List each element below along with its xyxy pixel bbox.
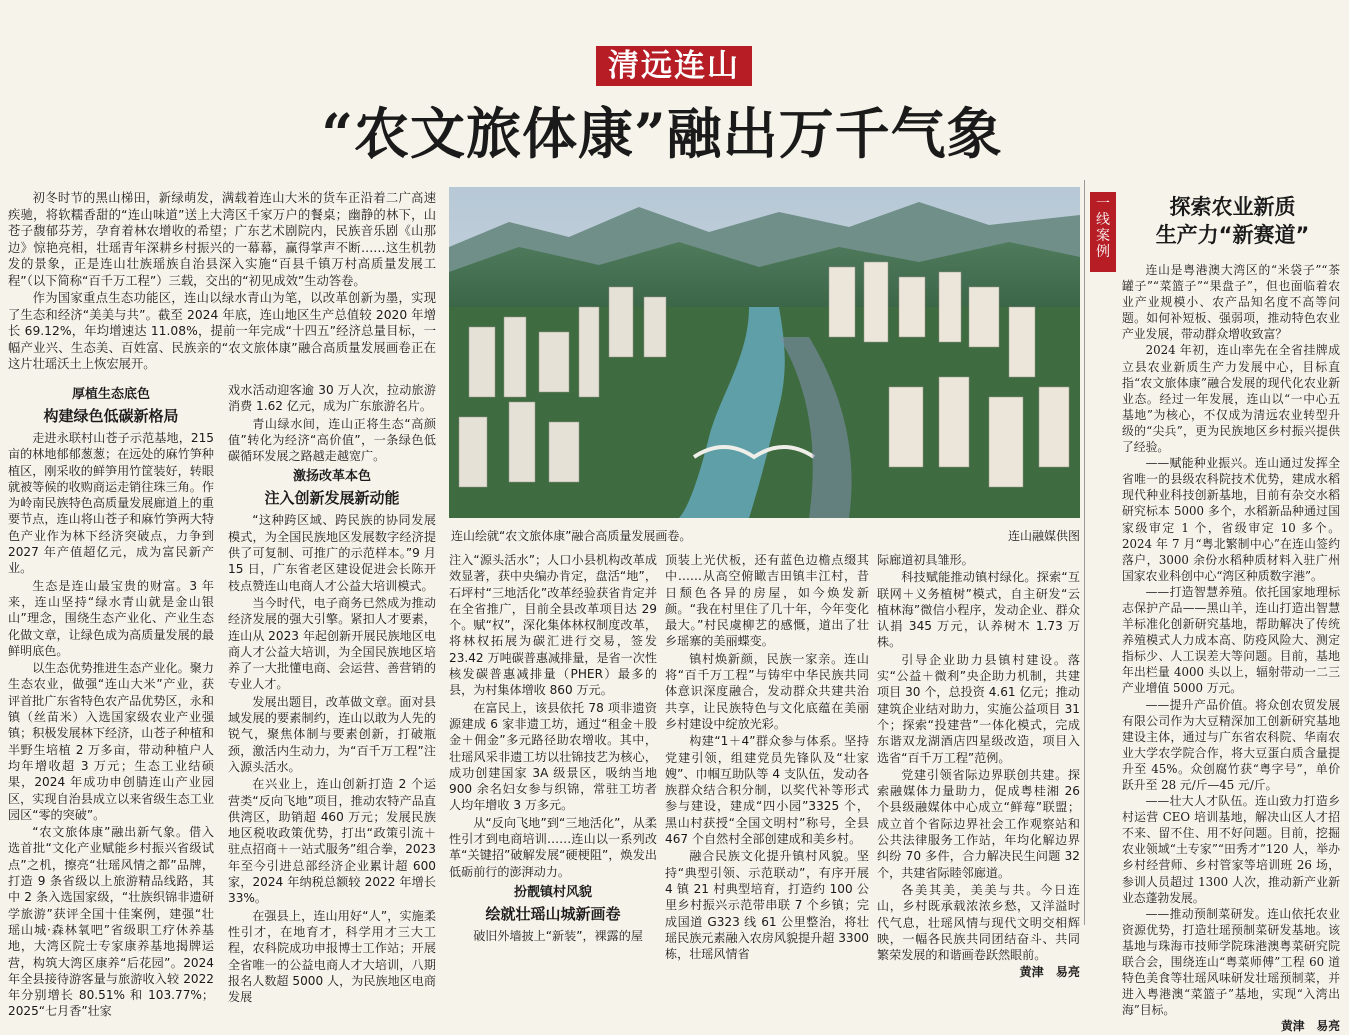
column-4 <box>665 552 869 962</box>
paragraph: 际廊道初具雏形。 <box>877 553 974 567</box>
sidebar-paragraph: ——打造智慧养殖。依托国家地理标志保护产品——黑山羊，连山打造出智慧羊标准化创新研究基地，帮助解决了传统养殖模式人力成本高、防疫风险大、测定指标少、人工误差大等问题。目前，基地年出栏量 4000 头以上，辐射带动一二三产业增值 5000 万元。 <box>1122 584 1340 696</box>
section-badge: 清远连山 <box>596 46 752 86</box>
sidebar-title <box>1125 193 1340 249</box>
paragraph: “这种跨区域、跨民族的协同发展模式，为全国民族地区发展数字经济提供了可复制、可推广的示范样本。”9 月 15 日，广东省老区建设促进会长陈开枝点赞连山电商人才公益大培训模式。 <box>228 513 436 593</box>
section3-title: 绘就壮瑶山城新画卷 <box>485 904 621 923</box>
section1-kicker: 厚植生态底色 <box>71 387 150 402</box>
sidebar-text <box>1122 262 1340 1034</box>
paragraph: 发展出题目，改革做文章。面对县域发展的要素制约，连山以敢为人先的锐气，聚焦体制与要素创新，打破瓶颈，激活内生动力，为“百千万工程”注入源头活水。 <box>228 694 436 774</box>
paragraph: 走进永联村山苍子示范基地，215亩的林地郁郁葱葱；在远处的麻竹笋种植区，刚采收的鲜笋用竹筐装好，转眼就被等候的收购商运走销往珠三角。作为岭南民族特色高质量发展廊道上的重要节点，连山将山苍子和麻竹笋两大特色产业作为林下经济突破点，力争到 2027 年产值超亿元，成为富民新产业。 <box>8 431 214 576</box>
paragraph: 构建“1＋4”群众参与体系。坚持党建引领，组建党员先锋队及“壮家嫂”、巾帼互助队等 4 支队伍，发动各族群众结合积分制，以奖代补等形式参与建设，建成“四小园”3325 个，黑山村获授“全国文明村”称号，全县 467 个自然村全部创建成和美乡村。 <box>665 734 869 847</box>
column-3 <box>449 552 657 943</box>
paragraph: “农文旅体康”融出新气象。借入选首批“文化产业赋能乡村振兴省级试点”之机，擦亮“壮瑶风情之都”品牌，打造 9 条省级以上旅游精品线路，其中 2 条入选国家级，“壮族织锦非遗研学旅游”获评全国十佳案例，建强“壮瑶山城·森林氧吧”省级职工疗休养基地，大湾区院士专家康养基地揭牌运营，构筑大湾区康养“后花园”。2024 年全县接待游客量与旅游收入较 2022 年分别增长 80.51% 和 103.77%；2025“七月香”壮家 <box>8 825 214 1019</box>
paragraph: 在强县上，连山用好“人”，实施柔性引才，在地育才，科学用才三大工程，农科院成功申报博士工作站；开展全省唯一的公益电商人才大培训，八期报名人数超 5000 人，为民族地区电商发展 <box>228 908 436 1005</box>
section1-title: 构建绿色低碳新格局 <box>43 407 179 425</box>
paragraph: 当今时代，电子商务已然成为推动经济发展的强大引擎。紧扣人才要素，连山从 2023 年起创新开展民族地区电商人才公益大培训，为全国民族地区培养了一大批懂电商、会运营、善营销的专业人才。 <box>228 595 436 692</box>
paragraph: 破旧外墙披上“新装”，裸露的屋 <box>473 928 643 943</box>
intro-paragraph: 作为国家重点生态功能区，连山以绿水青山为笔，以改革创新为墨，实现了生态和经济“美美与共”。截至 2024 年底，连山地区生产总值较 2020 年增长 69.12%，年均增速达 11.08%，提前一年完成“十四五”经济总量目标，一幅产业兴、生态美、百姓富、民族亲的“农文旅体康”融合高质量发展画卷正在这片壮瑶沃土上恢宏展开。 <box>8 291 436 371</box>
section3-kicker: 扮靓镇村风貌 <box>513 884 592 900</box>
column-5 <box>877 552 1080 980</box>
sidebar-title-line1: 探索农业新质 <box>1169 195 1296 219</box>
paragraph: 镇村焕新颜，民族一家亲。连山将“百千万工程”与铸牢中华民族共同体意识深度融合，发动群众共建共治共享，让民族特色与文化底蕴在美丽乡村建设中绽放光彩。 <box>665 651 869 731</box>
paragraph: 各美其美，美美与共。今日连山，乡村既承载浓浓乡愁，又洋溢时代气息，壮瑶风情与现代文明交相辉映，一幅各民族共同团结奋斗、共同繁荣发展的和谐画卷跃然眼前。 <box>877 882 1080 963</box>
sidebar-tag: 一线案例 <box>1090 192 1116 272</box>
paragraph: 戏水活动迎客逾 30 万人次，拉动旅游消费 1.62 亿元，成为广东旅游名片。 <box>228 383 436 414</box>
paragraph: 从“反向飞地”到“三地活化”，从柔性引才到电商培训……连山以一系列改革“关键招”破解发展“硬梗阻”，焕发出低砺前行的澎湃动力。 <box>449 815 657 879</box>
headline: “农文旅体康”融出万千气象 <box>321 101 1003 166</box>
intro-text <box>8 190 436 371</box>
paragraph: 青山绿水间，连山正将生态“高颜值”转化为经济“高价值”，一条绿色低碳循环发展之路越走越宽广。 <box>228 416 436 464</box>
paragraph: 以生态优势推进生态产业化。聚力生态农业，做强“连山大米”产业，获评首批广东省特色农产品优势区，永和镇（丝苗米）入选国家级农业产业强镇；积极发展林下经济，山苍子种植和半野生培植 2 万多亩，带动种植户人均年增收超 3 万元；生态工业结硕果，2024 年成功申创腈连山产业园区，实现自治县成立以来省级生态工业园区“零的突破”。 <box>8 661 214 822</box>
sidebar-paragraph: ——赋能种业振兴。连山通过发挥全省唯一的县级农科院技术优势，建成水稻现代种业科技创新基地，目前有杂交水稻研究标本 5000 多个，水稻新品种通过国家级审定 1 个，省级审定 10 多个。2024 年 7 月“粤北繁制中心”在连山签约落户，3000 余份水稻种质材料入驻广州国家农业科创中心“湾区种质数字港”。 <box>1122 456 1340 583</box>
sidebar-paragraph: ——推动预制菜研发。连山依托农业资源优势，打造壮瑶预制菜研发基地。该基地与珠海市技师学院珠港澳粤菜研究院联合会，围绕连山“粤菜师傅”工程 60 道特色美食等壮瑶风味研发壮瑶预制菜，并进入粤港澳“菜篮子”基地，实现“入湾出海”目标。 <box>1122 906 1340 1018</box>
paragraph: 在兴业上，连山创新打造 2 个运营类“反向飞地”项目，推动农特产品直供湾区，助销超 460 万元；发展民族地区税收政策优势，打出“政策引流＋驻点招商＋一站式服务”组合拳，2023 年至今引进总部经济企业累计超 600 家，2024 年纳税总额较 2022 年增长 33%。 <box>228 777 436 906</box>
column-1 <box>8 382 214 1019</box>
paragraph: 在富民上，该县依托 78 项非遗资源建成 6 家非遗工坊，通过“租金＋股金＋佣金”多元路径助农增收。其中，壮瑶风采非遗工坊以壮锦技艺为核心，成功创建国家 3A 级景区，吸纳当地 900 余名妇女参与织锦，常驻工坊者人均年增收 3 万多元。 <box>449 700 657 813</box>
section2-kicker: 激扬改革本色 <box>292 469 371 485</box>
paragraph: 引导企业助力县镇村建设。落实“公益＋微利”央企助力机制，共建项目 30 个，总投资 4.61 亿元；推动建筑企业结对助力，实施公益项目 31 个；探索“投建营”一体化模式，完成东谐双龙湖酒店四星级改造，项目入选省“百千万工程”范例。 <box>877 652 1080 765</box>
intro-paragraph: 初冬时节的黑山梯田，新绿萌发，满载着连山大米的货车正沿着二广高速疾驰，将软糯香甜的“连山味道”送上大湾区千家万户的餐桌；幽静的林下，山苍子馥郁芬芳，孕育着林农增收的希望；广东艺术剧院内，民族音乐剧《山那边》惊艳亮相，壮瑶青年深耕乡村振兴的一幕幕，赢得掌声不断……这生机勃发的景象，正是连山壮族瑶族自治县深入实施“百县千镇万村高质量发展工程”（以下简称“百千万工程”）三载，交出的“初见成效”生动答卷。 <box>8 191 436 288</box>
photo-caption: 连山绘就“农文旅体康”融合高质量发展画卷。 <box>451 529 692 543</box>
paragraph: 融合民族文化提升镇村风貌。坚持“典型引领、示范联动”，有序开展 4 镇 21 村典型培育，打造约 100 公里乡村振兴示范带串联 7 个乡镇；完成国道 G323 线 61 公里整治，将壮瑶民族元素融入农房风貌提升超 3300 栋，壮瑶风情省 <box>665 849 869 962</box>
sidebar-paragraph: ——壮大人才队伍。连山致力打造乡村运营 CEO 培训基地，解决山区人才招不来、留不住、用不好问题。目前，挖掘农业领域“土专家”“田秀才”120 人，举办乡村经营师、乡村管家等培训班 26 场，参训人员超过 1300 人次，推动新产业新业态蓬勃发展。 <box>1122 794 1340 905</box>
paragraph: 生态是连山最宝贵的财富。3 年来，连山坚持“绿水青山就是金山银山”理念，围绕生态产业化、产业生态化做文章，让绿色成为高质量发展的最鲜明底色。 <box>8 578 214 658</box>
column-2 <box>228 382 436 1005</box>
byline: 黄津 易亮 <box>1019 965 1080 980</box>
sidebar-divider <box>1084 180 1085 925</box>
sidebar-byline: 黄津 易亮 <box>1281 1019 1340 1034</box>
paragraph: 顶装上光伏板，还有蓝色边檐点缀其中……从高空俯瞰吉田镇丰江村，昔日颓色各异的房屋，如今焕发新颜。“我在村里住了几十年，今年变化最大。”村民虞柳艺的感慨，道出了壮乡瑶寨的美丽蝶变。 <box>665 553 869 649</box>
photo-credit: 连山融媒供图 <box>1007 529 1080 543</box>
sidebar-paragraph: 连山是粤港澳大湾区的“米袋子”“茶罐子”“菜篮子”“果盘子”，但也面临着农业产业规模小、农产品知名度不高等问题。如何补短板、强弱项，推动特色农业产业发展，带动群众增收致富？ <box>1122 263 1340 342</box>
paragraph: 注入“源头活水”；人口小县机构改革成效显著，获中央编办肯定，盘活“地”，石坪村“三地活化”改革经验获省肯定并在全省推广，目前全县改革项目达 29 个。赋“权”，深化集体林权制度改革，将林权拓展为碳汇进行交易，签发 23.42 万吨碳普惠减排量，是省一次性核发碳普惠减排量（PHER）最多的县，为村集体增收 860 万元。 <box>449 553 657 698</box>
photo-town-aerial <box>449 187 1080 518</box>
sidebar-paragraph: ——提升产品价值。将众创农贸发展有限公司作为大豆精深加工创新研究基地建设主体，通过与广东省农科院、华南农业大学农学院合作，将大豆蛋白质含量提升至 45%。众创腐竹获“粤字号”，单价跃升至 28 元/斤—45 元/斤。 <box>1122 697 1340 792</box>
sidebar-paragraph: 2024 年初，连山率先在全省挂牌成立县农业新质生产力发展中心，目标直指“农文旅体康”融合发展的现代化农业新业态。经过一年发展，连山以“一中心五基地”为核心，不仅成为清远农业转型升级的“尖兵”，更为民族地区乡村振兴提供了经验。 <box>1122 343 1340 455</box>
section2-title: 注入创新发展新动能 <box>264 489 400 508</box>
sidebar-title-line2: 生产力“新赛道” <box>1155 223 1310 247</box>
paragraph: 科技赋能推动镇村绿化。探索“互联网＋义务植树”模式，自主研发“云植林海”微信小程序，发动企业、群众认捐 345 万元，认养树木 1.73 万株。 <box>877 570 1080 650</box>
paragraph: 党建引领省际边界联创共建。探索融媒体力量助力，促成粤桂湘 26 个县级融媒体中心成立“鲜莓”联盟；成立首个省际边界社会工作观察站和公共法律服务工作站，年均化解边界纠纷 70 多件，合力解决民生问题 32 个，共建省际睦邻廊道。 <box>877 767 1080 880</box>
